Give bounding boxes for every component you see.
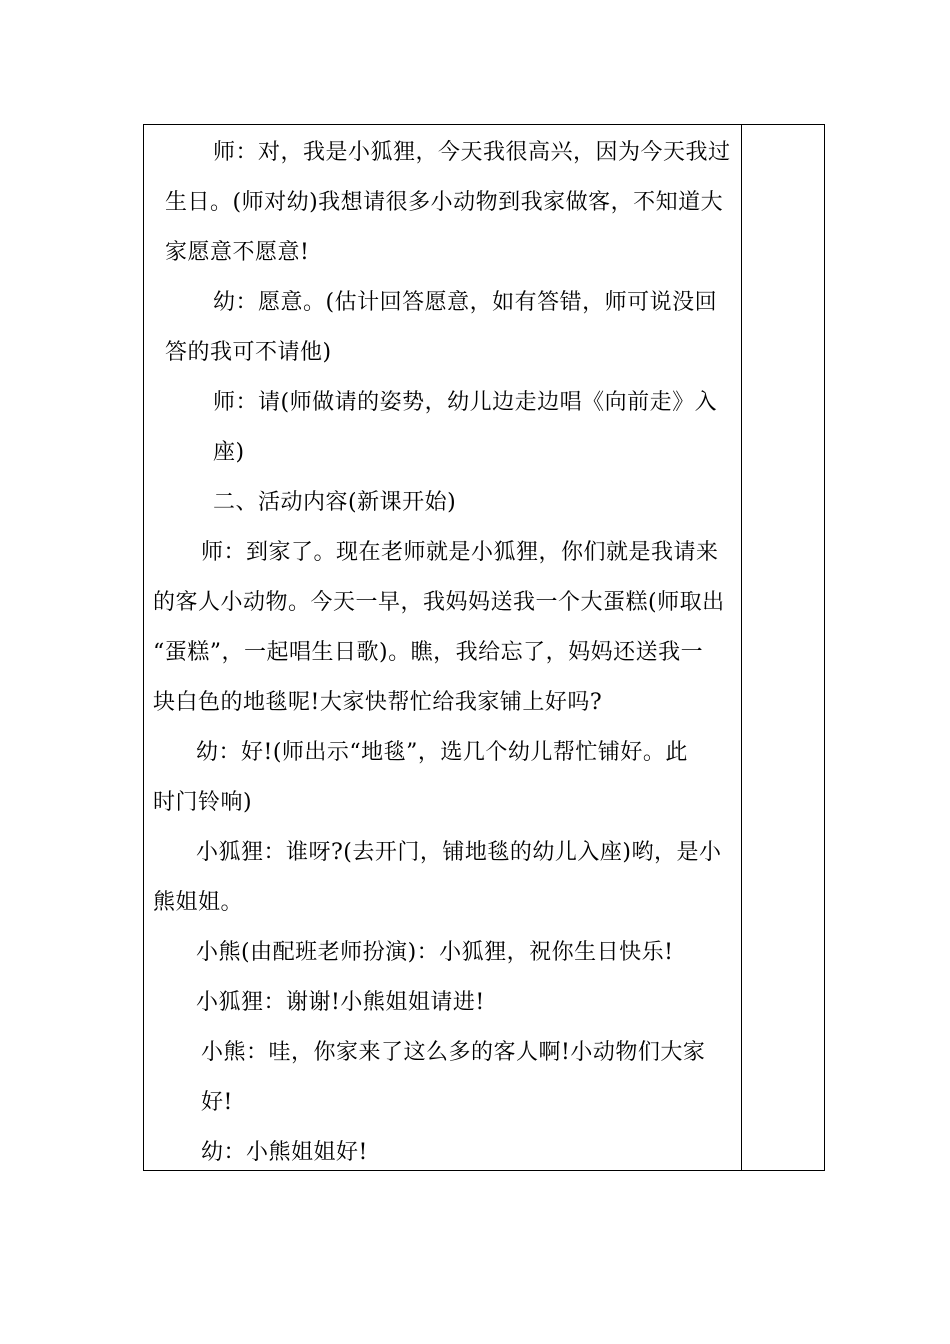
paragraph-line: 生日。(师对幼)我想请很多小动物到我家做客，不知道大 [165, 190, 724, 215]
paragraph-line: 小熊：哇，你家来了这么多的客人啊!小动物们大家 [201, 1040, 706, 1065]
paragraph-line: 座) [213, 440, 245, 465]
paragraph-line: 师：请(师做请的姿势，幼儿边走边唱《向前走》入 [213, 390, 718, 415]
paragraph-line: 师：到家了。现在老师就是小狐狸，你们就是我请来 [201, 540, 719, 565]
paragraph-line: 块白色的地毯呢!大家快帮忙给我家铺上好吗? [153, 690, 603, 715]
paragraph-line: 的客人小动物。今天一早，我妈妈送我一个大蛋糕(师取出 [153, 590, 725, 615]
paragraph-line: 幼：小熊姐姐好! [201, 1140, 368, 1165]
paragraph-line: 师：对，我是小狐狸，今天我很高兴，因为今天我过 [213, 140, 731, 165]
paragraph-line: 幼：愿意。(估计回答愿意，如有答错，师可说没回 [213, 290, 718, 315]
paragraph-line: 答的我可不请他) [165, 340, 332, 365]
section-heading: 二、活动内容(新课开始) [213, 490, 457, 515]
paragraph-line: 熊姐姐。 [153, 890, 244, 915]
paragraph-line: 小熊(由配班老师扮演)：小狐狸，祝你生日快乐! [196, 940, 674, 965]
column-divider [741, 125, 742, 1170]
paragraph-line: 小狐狸：谢谢!小熊姐姐请进! [196, 990, 485, 1015]
paragraph-line: 小狐狸：谁呀?(去开门，铺地毯的幼儿入座)哟，是小 [196, 840, 722, 865]
paragraph-line: 家愿意不愿意! [165, 240, 310, 265]
paragraph-line: 时门铃响) [153, 790, 253, 815]
paragraph-line: “蛋糕”，一起唱生日歌)。瞧，我给忘了，妈妈还送我一 [153, 640, 704, 665]
paragraph-line: 好! [201, 1090, 233, 1115]
paragraph-line: 幼：好!(师出示“地毯”，选几个幼儿帮忙铺好。此 [196, 740, 688, 765]
